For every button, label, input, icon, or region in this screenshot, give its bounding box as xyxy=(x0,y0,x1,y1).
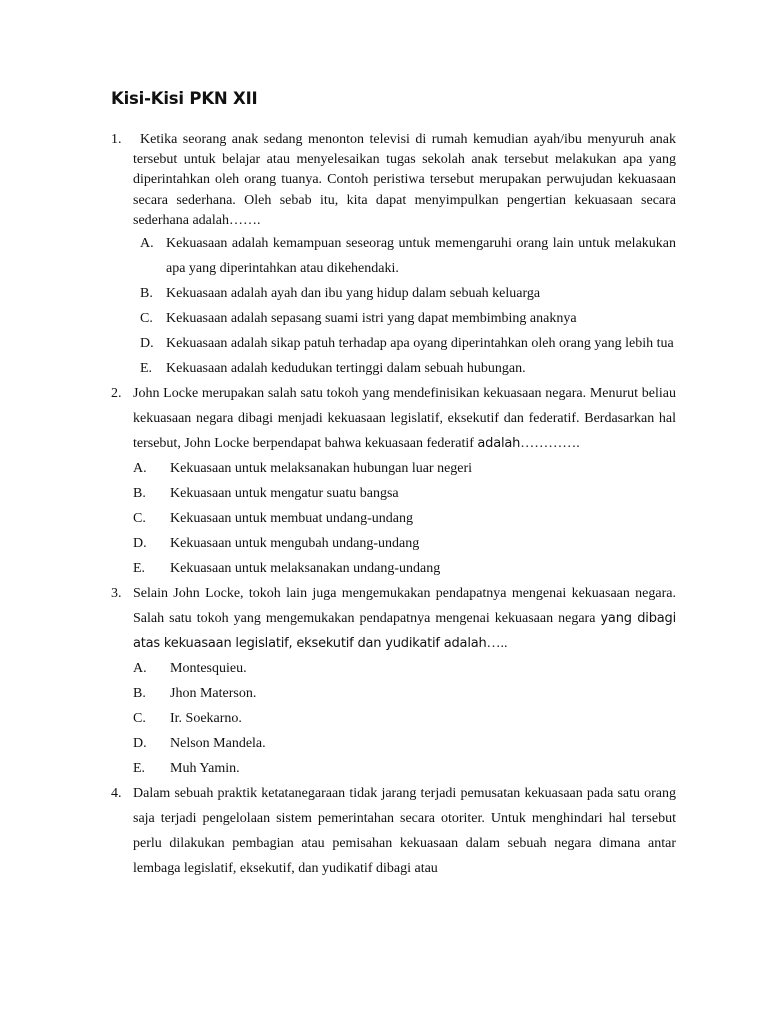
question-4 xyxy=(111,781,676,881)
option-text: Kekuasaan adalah kedudukan tertinggi dalam sebuah hubungan. xyxy=(166,361,526,377)
option-b[interactable] xyxy=(133,481,676,506)
document-title: Kisi-Kisi PKN XII xyxy=(111,89,258,108)
option-d[interactable] xyxy=(133,531,676,556)
option-text: Kekuasaan adalah kemampuan seseorag untuk memengaruhi orang lain untuk melakukan apa yang diperintahkan atau dikehendaki. xyxy=(166,236,676,277)
option-text: Kekuasaan adalah sepasang suami istri yang dapat membimbing anaknya xyxy=(166,311,577,327)
question-list xyxy=(111,130,676,881)
option-text: Kekuasaan adalah ayah dan ibu yang hidup dalam sebuah keluarga xyxy=(166,286,541,302)
question-text xyxy=(133,381,676,456)
option-letter: E. xyxy=(133,761,146,777)
option-text: Kekuasaan untuk membuat undang-undang xyxy=(170,511,413,527)
option-letter: A. xyxy=(140,236,154,252)
option-e[interactable] xyxy=(133,556,676,581)
option-text: Ir. Soekarno. xyxy=(170,711,242,727)
option-c[interactable] xyxy=(133,706,676,731)
option-text: Kekuasaan untuk melaksanakan hubungan luar negeri xyxy=(170,461,473,477)
answer-options xyxy=(111,231,676,381)
question-4-text: Dalam sebuah praktik ketatanegaraan tidak jarang terjadi pemusatan kekuasaan pada satu orang saja terjadi pengelolaan sistem pemerintahan secara otoriter. Untuk menghindari hal tersebut perlu dilakukan pembagian atau pemisahan kekuasaan dalam sebuah negara dimana antar lembaga legislatif, eksekutif, dan yudikatif dibagi atau xyxy=(133,786,676,877)
option-letter: D. xyxy=(133,536,147,552)
answer-options xyxy=(111,656,676,781)
question-2 xyxy=(111,381,676,581)
option-letter: E. xyxy=(140,361,153,377)
option-letter: C. xyxy=(133,511,146,527)
answer-options xyxy=(111,456,676,581)
question-1-text: Ketika seorang anak sedang menonton televisi di rumah kemudian ayah/ibu menyuruh anak tersebut untuk belajar atau menyelesaikan tugas sekolah anak tersebut melakukan apa yang diperintahkan oleh orang tuanya. Contoh peristiwa tersebut merupakan perwujudan kekuasaan secara sederhana. Oleh sebab itu, kita dapat menyimpulkan pengertian kekuasaan secara sederhana adalah……. xyxy=(133,132,676,228)
option-text: Jhon Materson. xyxy=(170,686,257,702)
option-letter: C. xyxy=(140,311,153,327)
question-3 xyxy=(111,581,676,781)
option-c[interactable] xyxy=(133,506,676,531)
option-d[interactable] xyxy=(140,331,676,356)
option-text: Nelson Mandela. xyxy=(170,736,266,752)
option-d[interactable] xyxy=(133,731,676,756)
question-3-text: Selain John Locke, tokoh lain juga mengemukakan pendapatnya mengenai kekuasaan negara. Salah satu tokoh yang mengemukakan pendapatnya mengenai kekuasaan negara xyxy=(133,586,676,627)
option-letter: A. xyxy=(133,661,147,677)
question-number: 3. xyxy=(111,586,122,602)
option-e[interactable] xyxy=(133,756,676,781)
option-letter: C. xyxy=(133,711,146,727)
question-3-tail-dots: ….. xyxy=(486,636,508,652)
question-text xyxy=(133,781,676,881)
option-letter: D. xyxy=(140,336,154,352)
question-text xyxy=(133,130,676,231)
option-b[interactable] xyxy=(133,681,676,706)
option-text: Kekuasaan adalah sikap patuh terhadap apa oyang diperintahkan oleh orang yang lebih tua xyxy=(166,336,674,352)
question-2-tail-dots: …………. xyxy=(520,436,580,452)
option-letter: E. xyxy=(133,561,146,577)
option-letter: B. xyxy=(133,686,146,702)
option-text: Montesquieu. xyxy=(170,661,247,677)
option-letter: D. xyxy=(133,736,147,752)
option-text: Kekuasaan untuk melaksanakan undang-undang xyxy=(170,561,441,577)
option-c[interactable] xyxy=(140,306,676,331)
option-text: Muh Yamin. xyxy=(170,761,240,777)
option-letter: B. xyxy=(140,286,153,302)
question-number: 1. xyxy=(111,132,122,147)
question-number: 4. xyxy=(111,786,122,802)
question-3-tail-sans: yang dibagi atas kekuasaan legislatif, eksekutif dan yudikatif adalah xyxy=(133,611,676,652)
option-text: Kekuasaan untuk mengubah undang-undang xyxy=(170,536,420,552)
question-1 xyxy=(111,130,676,381)
option-e[interactable] xyxy=(140,356,676,381)
option-a[interactable] xyxy=(133,456,676,481)
question-2-tail-word: adalah xyxy=(477,436,521,452)
question-text xyxy=(133,581,676,656)
option-a[interactable] xyxy=(133,656,676,681)
option-letter: B. xyxy=(133,486,146,502)
question-number: 2. xyxy=(111,386,122,402)
question-2-text: John Locke merupakan salah satu tokoh yang mendefinisikan kekuasaan negara. Menurut beliau kekuasaan negara dibagi menjadi kekuasaan legislatif, eksekutif dan federatif. Berdasarkan hal tersebut, John Locke berpendapat bahwa kekuasaan federatif xyxy=(133,386,676,452)
option-b[interactable] xyxy=(140,281,676,306)
option-a[interactable] xyxy=(140,231,676,281)
option-letter: A. xyxy=(133,461,147,477)
option-text: Kekuasaan untuk mengatur suatu bangsa xyxy=(170,486,399,502)
